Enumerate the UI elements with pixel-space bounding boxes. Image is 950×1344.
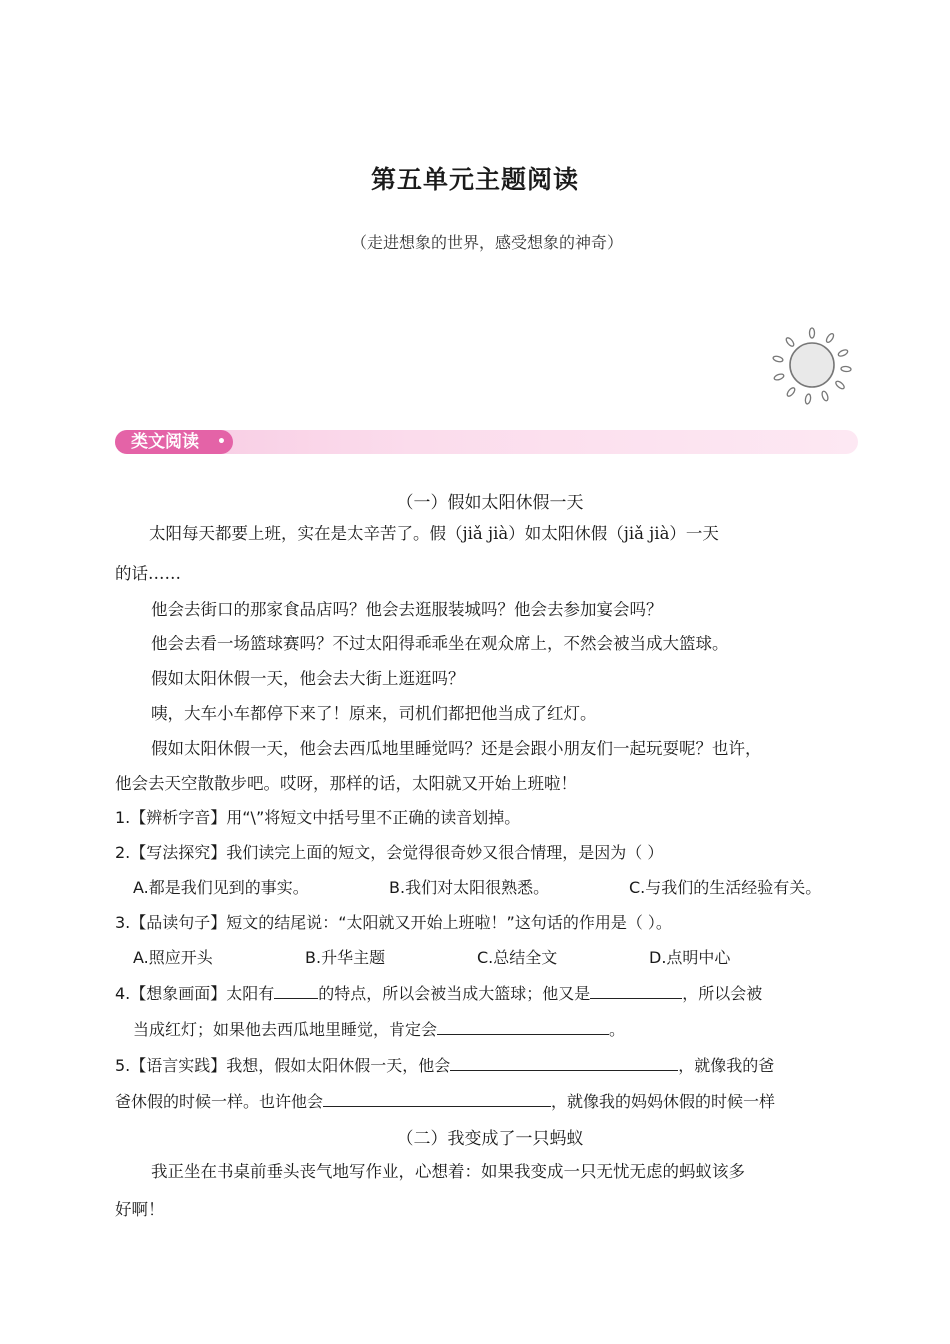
q2-option-b: B.我们对太阳很熟悉。 (389, 878, 550, 897)
q2-option-c: C.与我们的生活经验有关。 (629, 878, 822, 897)
page-title: 第五单元主题阅读 (370, 165, 579, 194)
q5-text: ，就像我的妈妈休假的时候一样 (551, 1092, 776, 1111)
question-3: 3.【品读句子】短文的结尾说：“太阳就又开始上班啦！”这句话的作用是（ ）。 (115, 913, 672, 932)
q3-option-c: C.总结全文 (477, 948, 558, 967)
q4-text: 当成红灯；如果他去西瓜地里睡觉，肯定会 (133, 1020, 438, 1039)
paragraph-line: 的话…… (115, 564, 181, 583)
question-5-cont (115, 1089, 775, 1112)
paragraph-line: 好啊！ (115, 1200, 165, 1219)
q4-text: 的特点，所以会被当成大篮球；他又是 (318, 984, 591, 1003)
answer-blank[interactable] (274, 982, 318, 999)
paragraph-line: 他会去看一场篮球赛吗？不过太阳得乖乖坐在观众席上，不然会被当成大篮球。 (151, 634, 729, 653)
section-badge-dot: • (217, 434, 226, 450)
answer-blank[interactable] (590, 982, 682, 999)
answer-blank[interactable] (323, 1090, 551, 1107)
paragraph-line: 太阳每天都要上班，实在是太辛苦了。假（jiǎ jià）如太阳休假（jiǎ jià）一天 (149, 524, 719, 543)
question-1: 1.【辨析字音】用“\”将短文中括号里不正确的读音划掉。 (115, 808, 521, 827)
q5-text: ，就像我的爸 (678, 1056, 775, 1075)
paragraph-line: 他会去天空散散步吧。哎呀，那样的话，太阳就又开始上班啦！ (115, 774, 577, 793)
question-4 (115, 981, 762, 1004)
paragraph-line: 假如太阳休假一天，他会去西瓜地里睡觉吗？还是会跟小朋友们一起玩耍呢？也许， (151, 739, 762, 758)
passage2-heading: （二）我变成了一只蚂蚁 (396, 1129, 584, 1149)
section-badge (115, 430, 233, 454)
question-5 (115, 1053, 774, 1076)
paragraph-line: 他会去街口的那家食品店吗？他会去逛服装城吗？他会去参加宴会吗？ (151, 600, 663, 619)
q2-option-a: A.都是我们见到的事实。 (133, 878, 309, 897)
passage1-heading: （一）假如太阳休假一天 (396, 493, 584, 513)
q4-text: 4.【想象画面】太阳有 (115, 984, 275, 1003)
q3-option-d: D.点明中心 (649, 948, 731, 967)
q4-text: ，所以会被 (682, 984, 763, 1003)
page-subtitle: （走进想象的世界，感受想象的神奇） (350, 233, 623, 252)
q4-text: 。 (609, 1020, 626, 1039)
q5-text: 爸休假的时候一样。也许他会 (115, 1092, 324, 1111)
paragraph-line: 我正坐在书桌前垂头丧气地写作业，心想着：如果我变成一只无忧无虑的蚂蚁该多 (151, 1162, 745, 1181)
paragraph-line: 假如太阳休假一天，他会去大街上逛逛吗？ (151, 669, 465, 688)
section-badge-label: 类文阅读 (131, 432, 199, 452)
question-4-cont (133, 1017, 625, 1040)
sun-icon (768, 325, 858, 405)
q3-option-a: A.照应开头 (133, 948, 213, 967)
paragraph-line: 咦，大车小车都停下来了！原来，司机们都把他当成了红灯。 (151, 704, 597, 723)
q5-text: 5.【语言实践】我想，假如太阳休假一天，他会 (115, 1056, 451, 1075)
answer-blank[interactable] (450, 1054, 678, 1071)
q3-option-b: B.升华主题 (305, 948, 386, 967)
question-2: 2.【写法探究】我们读完上面的短文，会觉得很奇妙又很合情理，是因为（ ） (115, 843, 664, 862)
answer-blank[interactable] (437, 1018, 609, 1035)
